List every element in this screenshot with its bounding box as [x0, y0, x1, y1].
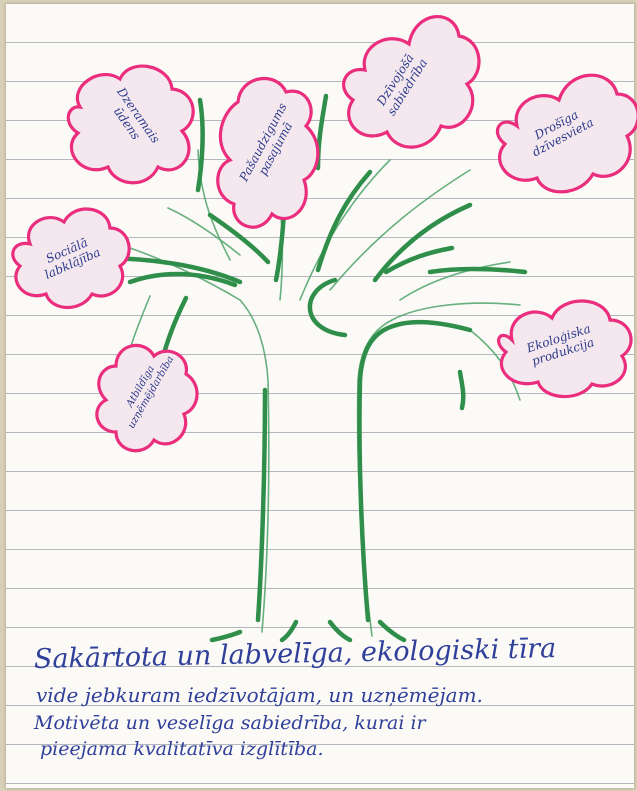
cloud-text-dzeramais-udens: Dzeramais ūdens: [110, 84, 163, 146]
vision-line-4: pieejama kvalitatīva izglītība.: [40, 738, 324, 760]
cloud-text-atbildiga-uznemejdarbiba: Atbildīga uzņēmējdarbība: [124, 354, 176, 431]
cloud-text-dzivojosa-sabiedriba: Dzīvojošā sabiedrība: [374, 51, 430, 118]
vision-statement: [33, 633, 624, 762]
vision-line-2: vide jebkuram iedzīvotājam, un uzņēmējam.: [36, 683, 483, 707]
cloud-text-pasakuma-pasajums: Pašaudzigums pasajumā: [236, 100, 296, 184]
cloud-text-droseiga-dzivesvieta: Drošīga dzīvesvieta: [529, 107, 596, 160]
vision-line-3: Motivēta un veselīga sabiedrība, kurai ir: [34, 712, 426, 734]
vision-line-1: Sakārtota un labvelīga, ekologiski tīra: [33, 633, 557, 675]
cloud-text-sociala-labklajiba: Sociālā labklājība: [42, 235, 103, 282]
cloud-text-ekologiska-produkcija: Ekoloģiska produkcija: [524, 321, 596, 369]
